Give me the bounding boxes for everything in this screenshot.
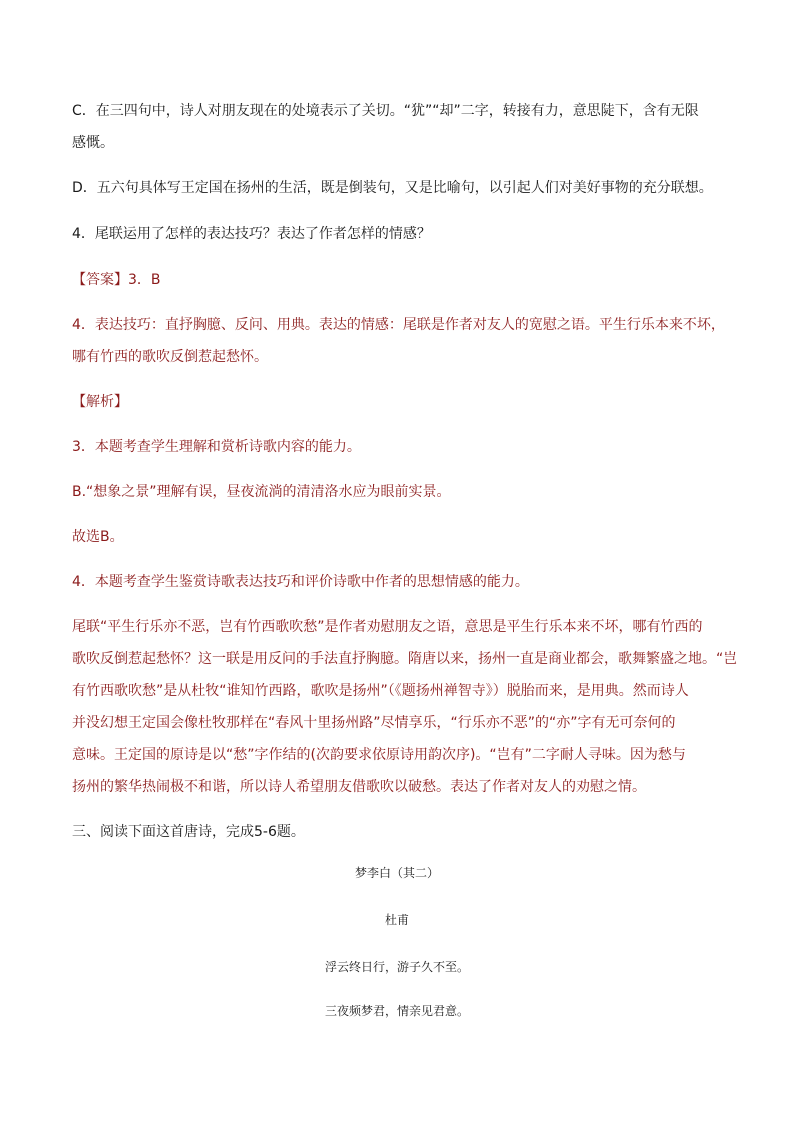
- question-4: 4．尾联运用了怎样的表达技巧？表达了作者怎样的情感？: [72, 226, 431, 242]
- analysis-para-line-3: 有竹西歌吹愁”是从杜牧“谁知竹西路，歌吹是扬州”（《题扬州禅智寺》）脱胎而来，是用典。然而诗人: [72, 683, 689, 699]
- answer-label: 【答案】3．B: [72, 272, 161, 288]
- option-c-line1: C．在三四句中，诗人对朋友现在的处境表示了关切。“犹”“却”二字，转接有力，意思陡下，含有无限: [72, 103, 699, 119]
- analysis-line-4: 4．本题考查学生鉴赏诗歌表达技巧和评价诗歌中作者的思想情感的能力。: [72, 574, 529, 590]
- analysis-line-1: 3．本题考查学生理解和赏析诗歌内容的能力。: [72, 439, 361, 455]
- analysis-para-line-6: 扬州的繁华热闹极不和谐，所以诗人希望朋友借歌吹以破愁。表达了作者对友人的劝慰之情。: [72, 779, 646, 795]
- analysis-para-line-2: 歌吹反倒惹起愁怀？这一联是用反问的手法直抒胸臆。隋唐以来，扬州一直是商业都会，歌舞繁盛之地。“岂: [72, 651, 738, 667]
- poem-title: 梦李白（其二）: [354, 866, 439, 880]
- option-d: D．五六句具体写王定国在扬州的生活，既是倒装句，又是比喻句，以引起人们对美好事物的充分联想。: [72, 180, 713, 196]
- analysis-para-line-1: 尾联“平生行乐亦不恶，岂有竹西歌吹愁”是作者劝慰朋友之语，意思是平生行乐本来不坏，哪有竹西的: [72, 619, 703, 635]
- poem-line-2: 三夜频梦君，情亲见君意。: [324, 1004, 469, 1018]
- option-c-line2: 感慨。: [72, 135, 114, 151]
- section-3-heading: 三、阅读下面这首唐诗，完成5-6题。: [72, 824, 305, 840]
- answer-4-line1: 4．表达技巧：直抒胸臆、反问、用典。表达的情感：尾联是作者对友人的宽慰之语。平生行乐本来不坏，: [72, 317, 725, 333]
- answer-4-line2: 哪有竹西的歌吹反倒惹起愁怀。: [72, 349, 268, 365]
- poem-line-1: 浮云终日行，游子久不至。: [324, 960, 469, 974]
- analysis-para-line-4: 并没幻想王定国会像杜牧那样在“春风十里扬州路”尽情享乐，“行乐亦不恶”的“亦”字有无可奈何的: [72, 715, 676, 731]
- analysis-label: 【解析】: [72, 394, 128, 410]
- poem-author: 杜甫: [384, 913, 409, 927]
- analysis-line-3: 故选B。: [72, 529, 124, 545]
- analysis-line-2: B.“想象之景”理解有误，昼夜流淌的清清洛水应为眼前实景。: [72, 484, 451, 500]
- analysis-para-line-5: 意味。王定国的原诗是以“愁”字作结的(次韵要求依原诗用韵次序)。“岂有”二字耐人寻味。因为愁与: [72, 747, 686, 763]
